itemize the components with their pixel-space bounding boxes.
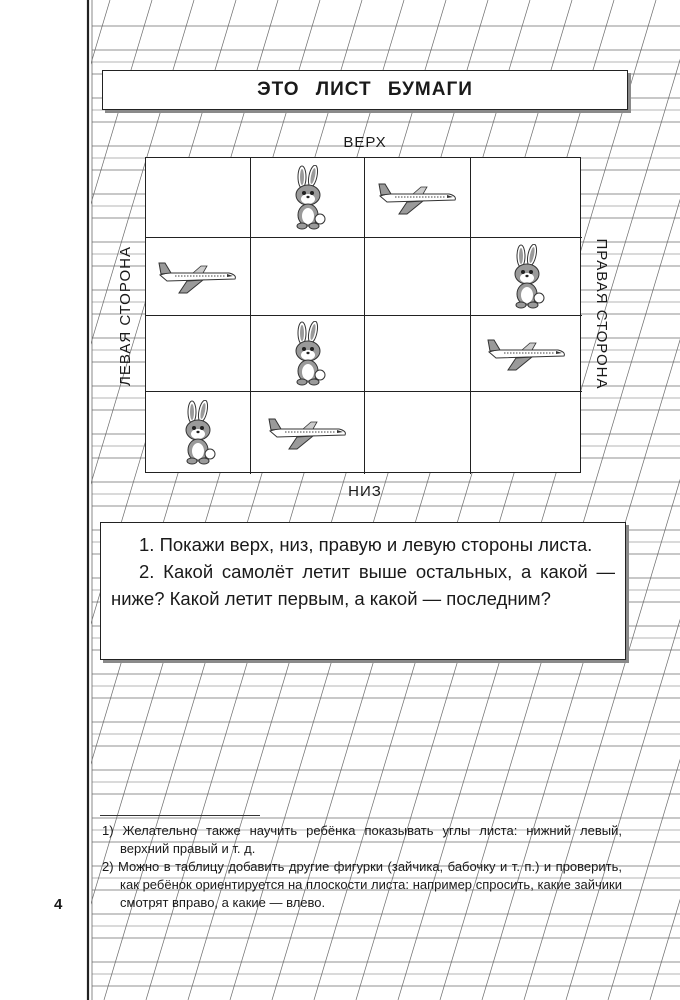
airplane-icon	[157, 257, 239, 297]
label-bottom: НИЗ	[348, 483, 382, 500]
airplane-icon	[486, 334, 568, 374]
airplane-icon	[267, 413, 349, 453]
label-left-side: ЛЕВАЯ СТОРОНА	[117, 245, 134, 387]
grid-cell	[251, 238, 365, 316]
label-top: ВЕРХ	[343, 134, 387, 151]
paper-grid	[145, 157, 581, 473]
grid-cell	[251, 392, 365, 474]
footnote-1: 1) Желательно также научить ребёнка показывать углы листа: нижний левый, верхний правый и т. д.	[102, 823, 622, 856]
question-2: 2. Какой самолёт летит выше остальных, а какой — ниже? Какой летит первым, а какой — последним?	[111, 561, 615, 609]
footnote-divider	[100, 815, 260, 816]
grid-cell	[146, 392, 251, 474]
questions-box	[100, 522, 626, 660]
grid-cell	[251, 158, 365, 238]
airplane-icon	[377, 178, 459, 218]
bunny-icon	[285, 321, 331, 387]
question-1: 1. Покажи верх, низ, правую и левую стороны листа.	[139, 534, 593, 555]
grid-cell	[146, 238, 251, 316]
bunny-icon	[175, 400, 221, 466]
grid-cell	[365, 316, 471, 392]
footnotes	[102, 822, 622, 912]
bunny-icon	[504, 244, 550, 310]
grid-cell	[471, 238, 582, 316]
grid-cell	[365, 392, 471, 474]
grid-cell	[471, 392, 582, 474]
grid-cell	[471, 316, 582, 392]
grid-cell	[251, 316, 365, 392]
grid-cell	[365, 238, 471, 316]
page-title: ЭТО ЛИСТ БУМАГИ	[102, 70, 628, 110]
grid-cell	[146, 316, 251, 392]
grid-cell	[146, 158, 251, 238]
footnote-2: 2) Можно в таблицу добавить другие фигурки (зайчика, бабочку и т. п.) и проверить, как ребёнок ориентируется на плоскости листа: например спросить, какие зайчики смотрят вправо, а какие — влево.	[102, 859, 622, 910]
label-right-side: ПРАВАЯ СТОРОНА	[593, 238, 610, 390]
grid-cell	[365, 158, 471, 238]
grid-cell	[471, 158, 582, 238]
bunny-icon	[285, 165, 331, 231]
page-number: 4	[54, 896, 63, 913]
